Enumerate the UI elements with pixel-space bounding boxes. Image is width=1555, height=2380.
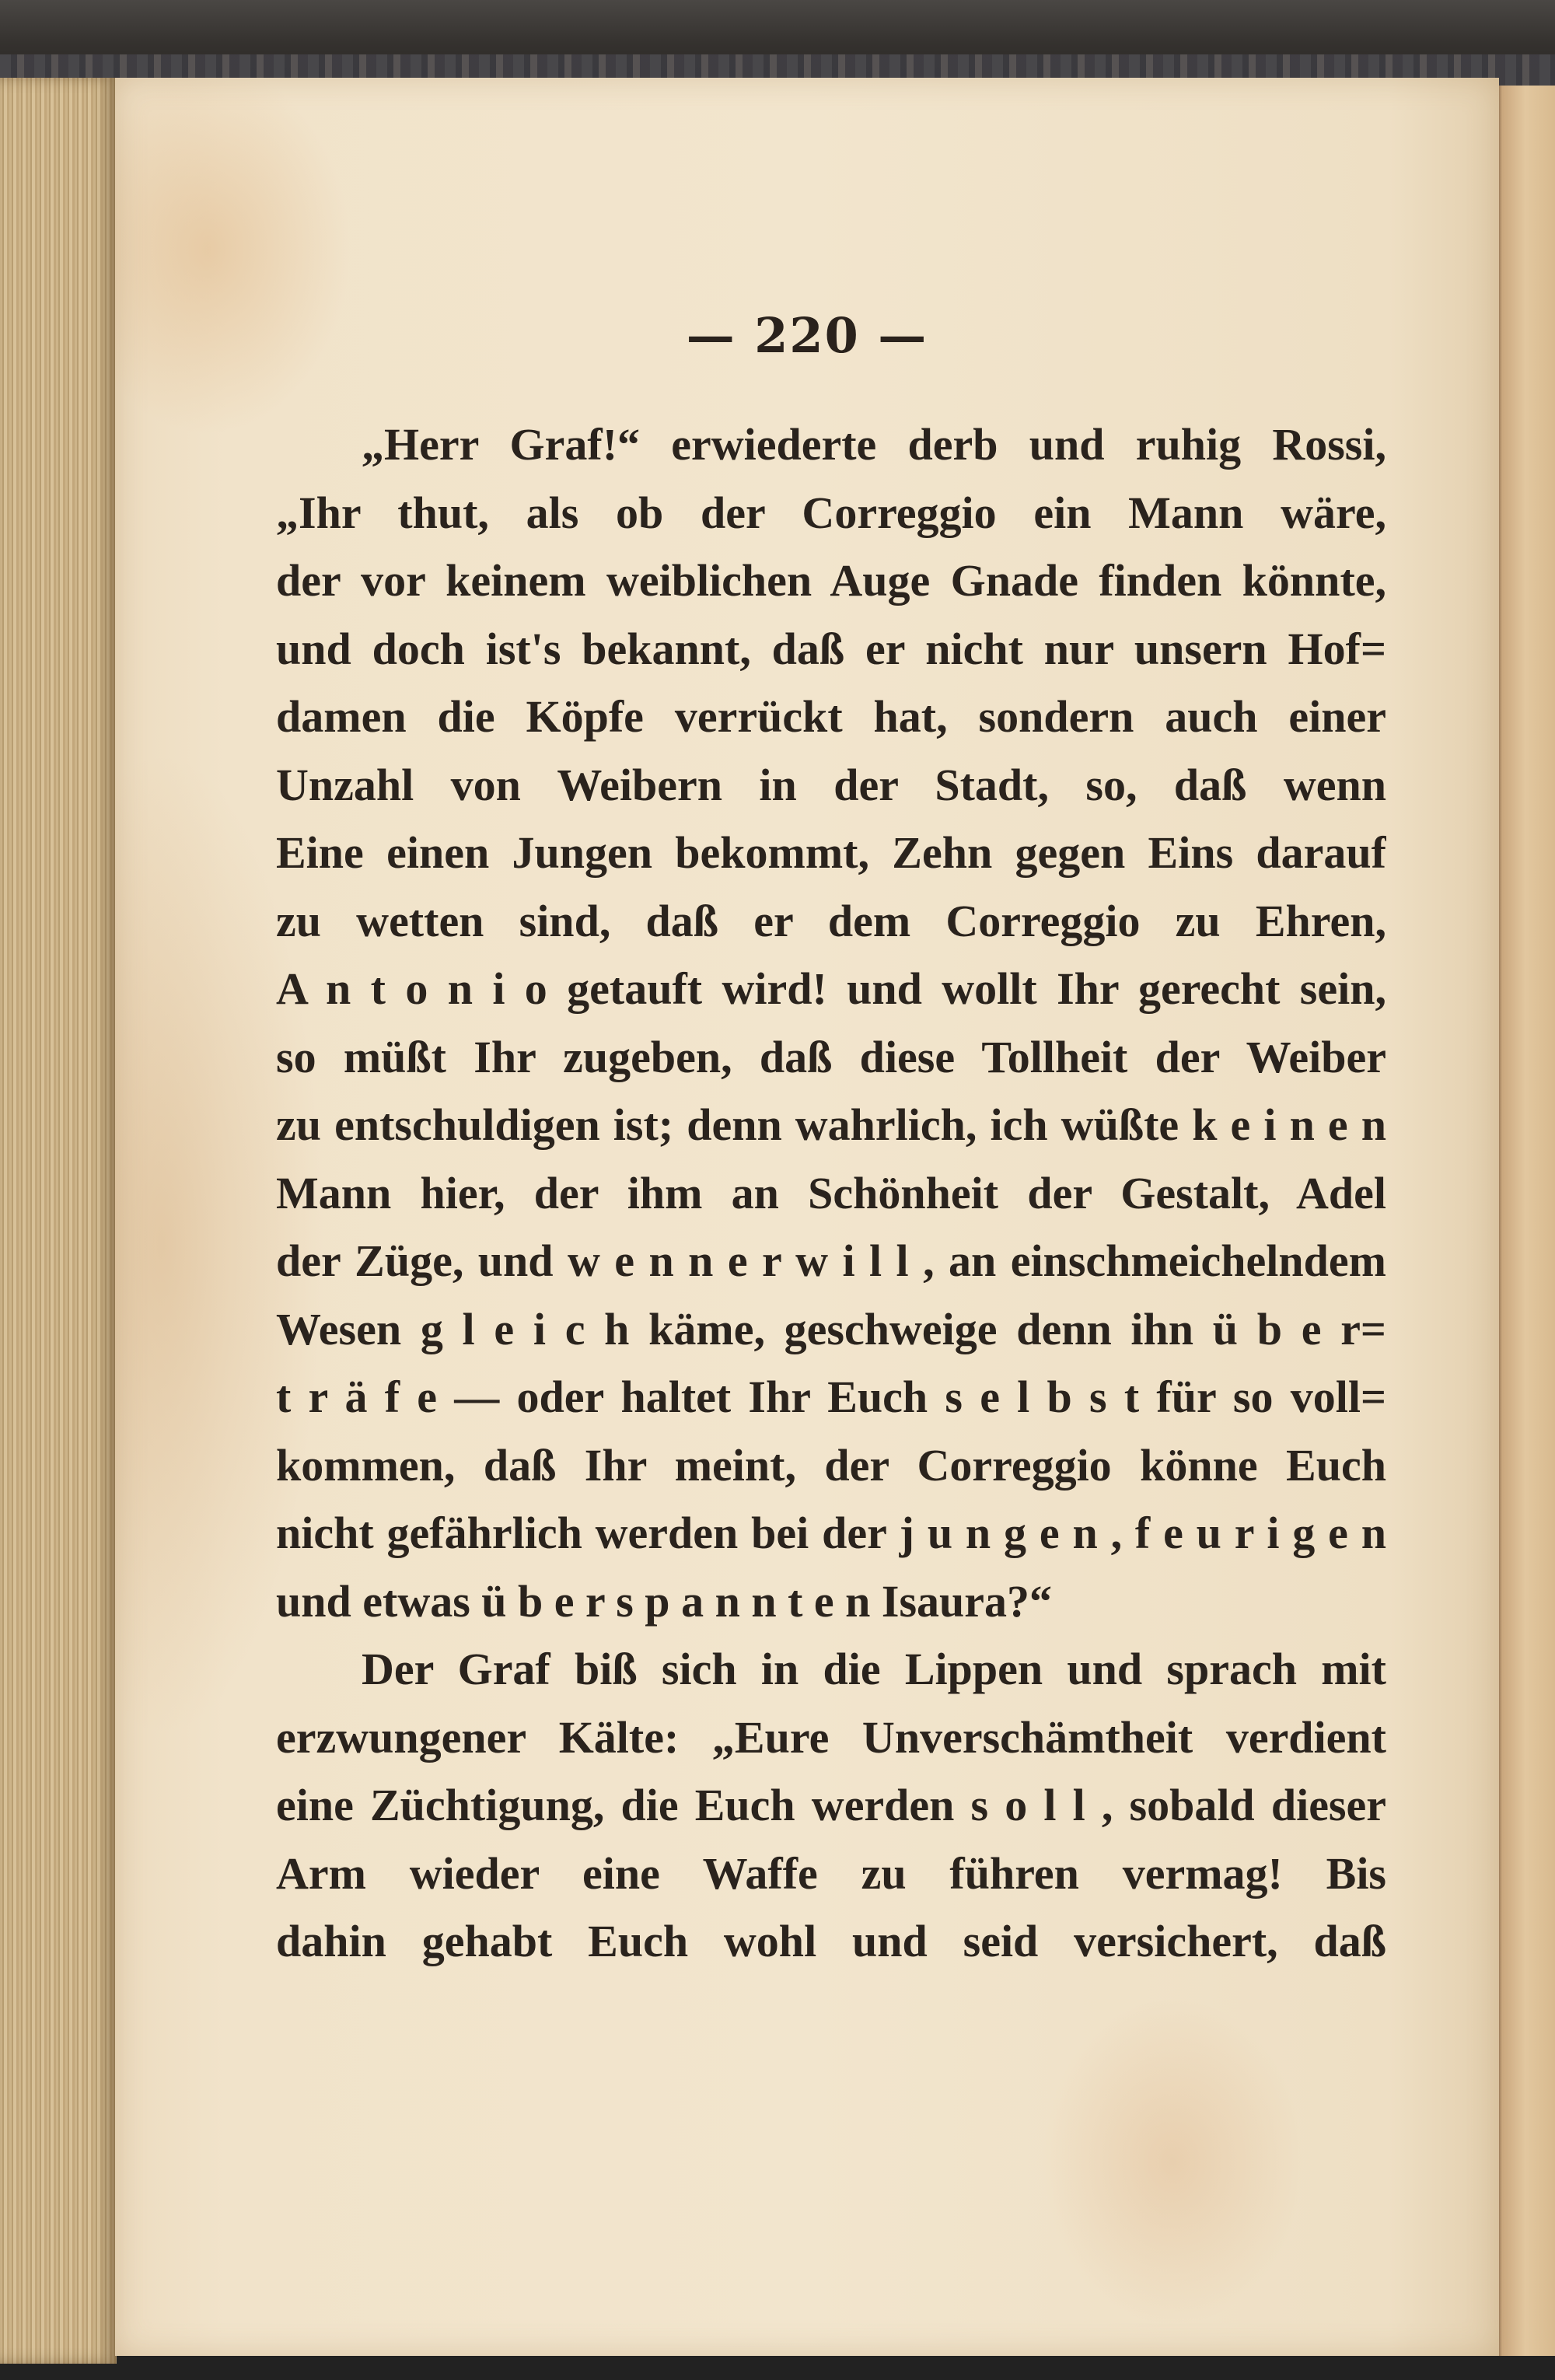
text-line: kommen, daß Ihr meint, der Correggio könne Euch <box>276 1439 1386 1491</box>
text-line: zu entschuldigen ist; denn wahrlich, ich wüßte k e i n e n <box>276 1099 1386 1150</box>
text-line: Unzahl von Weibern in der Stadt, so, daß wenn <box>276 759 1386 810</box>
text-line: nicht gefährlich werden bei der j u n g e n , f e u r i g e n <box>276 1508 1386 1558</box>
book-page <box>115 78 1499 2356</box>
text-line: Der Graf biß sich in die Lippen und sprach mit <box>362 1644 1386 1694</box>
text-line: Arm wieder eine Waffe zu führen vermag! Bis <box>276 1847 1386 1899</box>
text-line: der vor keinem weiblichen Auge Gnade finden könnte, <box>276 555 1386 606</box>
text-line: „Herr Graf!“ erwiederte derb und ruhig Rossi, <box>362 419 1386 470</box>
text-line: t r ä f e — oder haltet Ihr Euch s e l b s t für so voll= <box>276 1372 1386 1422</box>
text-line: damen die Köpfe verrückt hat, sondern auch einer <box>276 691 1386 742</box>
text-line: eine Züchtigung, die Euch werden s o l l , sobald dieser <box>276 1780 1386 1830</box>
text-line: der Züge, und w e n n e r w i l l , an einschmeichelndem <box>276 1235 1386 1286</box>
text-line: Eine einen Jungen bekommt, Zehn gegen Eins darauf <box>276 827 1386 878</box>
text-line: und doch ist's bekannt, daß er nicht nur unsern Hof= <box>276 623 1386 674</box>
text-line: A n t o n i o getauft wird! und wollt Ihr gerecht sein, <box>276 963 1386 1014</box>
text-line: so müßt Ihr zugeben, daß diese Tollheit der Weiber <box>276 1031 1386 1082</box>
text-line: erzwungener Kälte: „Eure Unverschämtheit verdient <box>276 1711 1386 1763</box>
text-line: Wesen g l e i c h käme, geschweige denn ihn ü b e r= <box>276 1303 1386 1354</box>
text-line: Mann hier, der ihm an Schönheit der Gestalt, Adel <box>276 1167 1386 1218</box>
text-line: dahin gehabt Euch wohl und seid versichert, daß <box>276 1916 1386 1966</box>
text-line: „Ihr thut, als ob der Correggio ein Mann wäre, <box>276 487 1386 538</box>
body-text <box>276 411 1386 1976</box>
page-number: — 220 — <box>686 307 928 364</box>
next-page-edge <box>1494 86 1555 2356</box>
text-line: zu wetten sind, daß er dem Correggio zu Ehren, <box>276 895 1386 946</box>
page-edges-left <box>0 78 117 2364</box>
text-line: und etwas ü b e r s p a n n t e n Isaura?“ <box>276 1575 1053 1627</box>
